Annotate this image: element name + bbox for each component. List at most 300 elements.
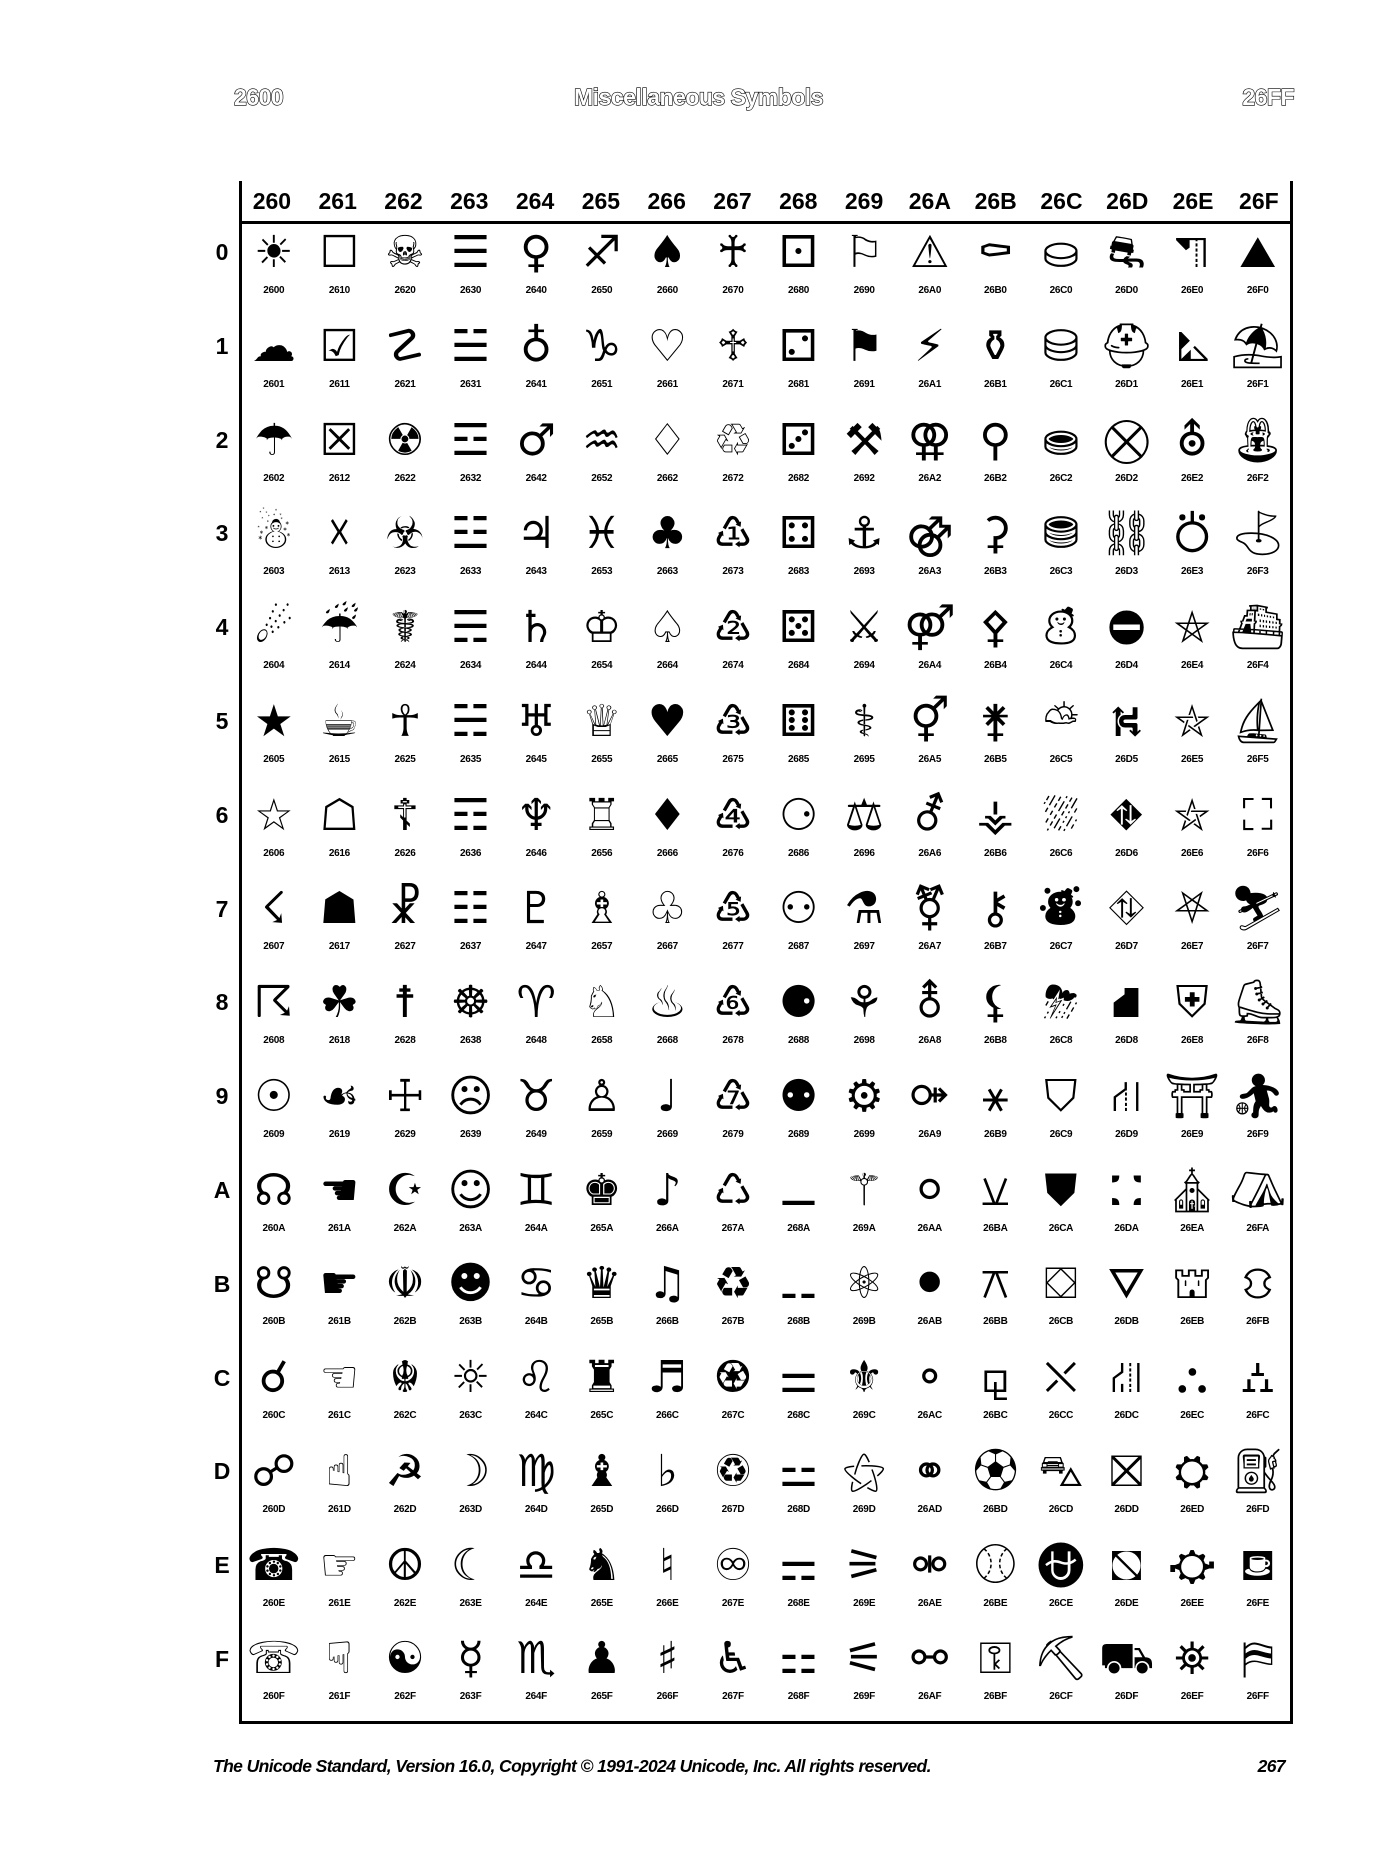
glyph-cell bbox=[1225, 224, 1291, 318]
code-point-label: 2636 bbox=[460, 847, 482, 859]
column-header: 263 bbox=[450, 188, 489, 214]
glyph-cell bbox=[635, 1443, 701, 1537]
glyph: ♑︎ bbox=[582, 320, 622, 372]
glyph-cell bbox=[503, 1349, 569, 1443]
glyph: ☾︎ bbox=[450, 1539, 491, 1591]
code-point-label: 26FD bbox=[1246, 1503, 1270, 1515]
glyph: ☂︎ bbox=[254, 414, 294, 466]
code-point-label: 2607 bbox=[263, 941, 285, 953]
glyph: ⛯︎ bbox=[1174, 1633, 1210, 1685]
glyph-cell bbox=[1159, 1537, 1225, 1631]
glyph-cell bbox=[307, 1255, 373, 1349]
glyph-cell bbox=[700, 1630, 766, 1724]
code-point-label: 267A bbox=[721, 1222, 745, 1234]
code-point-label: 26AA bbox=[917, 1222, 942, 1234]
column-header: 26C bbox=[1040, 188, 1083, 214]
glyph: ⛟︎ bbox=[1098, 1633, 1155, 1685]
glyph: ⚘︎ bbox=[844, 977, 884, 1028]
glyph: ⚐︎ bbox=[844, 227, 884, 278]
glyph-cell bbox=[1159, 318, 1225, 412]
glyph-cell bbox=[897, 880, 963, 974]
glyph-cell bbox=[307, 412, 373, 506]
code-point-label: 267E bbox=[721, 1597, 745, 1609]
glyph: ☁︎ bbox=[251, 320, 296, 372]
code-point-label: 26C2 bbox=[1049, 472, 1073, 484]
code-point-label: 260E bbox=[262, 1597, 285, 1609]
glyph-cell bbox=[1225, 1349, 1291, 1443]
glyph: ♠︎ bbox=[647, 227, 688, 278]
glyph: ⛼︎ bbox=[1240, 1352, 1275, 1403]
glyph-cell bbox=[635, 693, 701, 787]
glyph-cell bbox=[1159, 1162, 1225, 1256]
glyph-cell bbox=[1094, 599, 1160, 693]
glyph: ⛛︎ bbox=[1108, 1258, 1145, 1310]
code-point-label: 266B bbox=[656, 1316, 679, 1328]
glyph-cell bbox=[1159, 224, 1225, 318]
code-point-label: 26DC bbox=[1114, 1410, 1139, 1421]
glyph-cell bbox=[241, 1349, 307, 1443]
glyph: ☊︎ bbox=[254, 1164, 294, 1216]
code-point-label: 2678 bbox=[722, 1035, 744, 1046]
code-point-label: 26C6 bbox=[1049, 847, 1073, 859]
code-point-label: 2659 bbox=[591, 1128, 613, 1140]
glyph: ⚩︎ bbox=[911, 1070, 949, 1122]
glyph: ☏︎ bbox=[246, 1633, 302, 1685]
code-point-label: 264D bbox=[524, 1503, 548, 1515]
code-point-label: 260C bbox=[262, 1410, 286, 1421]
glyph-cell bbox=[1159, 1255, 1225, 1349]
glyph: ♚︎ bbox=[582, 1164, 622, 1216]
glyph: ⛚︎ bbox=[1110, 1164, 1143, 1216]
glyph: ♟︎ bbox=[582, 1633, 622, 1685]
glyph: ⚯︎ bbox=[911, 1633, 949, 1685]
glyph-cell bbox=[438, 505, 504, 599]
glyph: ♝︎ bbox=[582, 1445, 622, 1497]
code-point-label: 2690 bbox=[853, 285, 875, 296]
row-label: F bbox=[214, 1645, 230, 1672]
glyph: ⛸︎ bbox=[1229, 977, 1286, 1028]
glyph-cell bbox=[1094, 880, 1160, 974]
glyph: ⛢︎ bbox=[1175, 414, 1209, 466]
glyph: ☝︎ bbox=[325, 1445, 353, 1497]
glyph-cell bbox=[897, 1255, 963, 1349]
column-header: 269 bbox=[844, 188, 884, 214]
code-point-label: 2627 bbox=[394, 941, 416, 953]
glyph-cell bbox=[438, 412, 504, 506]
glyph: ⚊︎ bbox=[778, 1164, 819, 1216]
glyph-cell bbox=[831, 224, 897, 318]
glyph-cell bbox=[700, 1162, 766, 1256]
glyph-cell bbox=[372, 787, 438, 881]
glyph-cell bbox=[831, 505, 897, 599]
code-point-label: 26B0 bbox=[983, 285, 1007, 296]
glyph: ♍︎ bbox=[516, 1445, 556, 1497]
code-point-label: 26B8 bbox=[983, 1035, 1007, 1046]
glyph-cell bbox=[241, 1630, 307, 1724]
glyph-cell bbox=[307, 1630, 373, 1724]
glyph: ⛗︎ bbox=[1108, 883, 1145, 935]
glyph-cell bbox=[1225, 1630, 1291, 1724]
glyph-cell bbox=[569, 412, 635, 506]
code-point-label: 2612 bbox=[328, 472, 350, 484]
code-point-label: 2631 bbox=[460, 378, 482, 390]
glyph: ⛩︎ bbox=[1164, 1070, 1221, 1122]
code-point-label: 2685 bbox=[788, 753, 810, 765]
glyph-cell bbox=[438, 599, 504, 693]
glyph-cell bbox=[1094, 318, 1160, 412]
code-point-label: 26A5 bbox=[918, 753, 942, 765]
glyph: ♃︎ bbox=[516, 508, 556, 560]
glyph: ☌︎ bbox=[259, 1352, 289, 1403]
glyph-cell bbox=[438, 693, 504, 787]
glyph: ⚼︎ bbox=[980, 1352, 1011, 1403]
glyph-cell bbox=[241, 693, 307, 787]
glyph: ☖︎ bbox=[319, 789, 360, 841]
glyph: ⛷︎ bbox=[1229, 883, 1286, 935]
glyph-cell bbox=[438, 974, 504, 1068]
glyph: ♺︎ bbox=[713, 1164, 753, 1216]
code-point-label: 260D bbox=[262, 1503, 286, 1515]
code-point-label: 26A9 bbox=[918, 1128, 942, 1140]
glyph-cell bbox=[372, 224, 438, 318]
glyph: ⛴︎ bbox=[1229, 602, 1286, 653]
glyph-cell bbox=[569, 224, 635, 318]
code-point-label: 26AC bbox=[917, 1410, 942, 1421]
code-point-label: 2699 bbox=[853, 1128, 875, 1140]
glyph-cell bbox=[372, 505, 438, 599]
glyph-cell bbox=[897, 412, 963, 506]
glyph-cell bbox=[1225, 1068, 1291, 1162]
glyph: ♮︎ bbox=[659, 1539, 676, 1591]
glyph-cell bbox=[700, 1068, 766, 1162]
glyph-cell bbox=[307, 693, 373, 787]
code-point-label: 260A bbox=[262, 1222, 286, 1234]
code-point-label: 2681 bbox=[788, 378, 810, 390]
code-point-label: 2672 bbox=[722, 472, 744, 484]
code-point-label: 263C bbox=[459, 1410, 482, 1421]
glyph-cell bbox=[963, 880, 1029, 974]
glyph: ☃︎ bbox=[254, 508, 294, 560]
code-point-label: 2664 bbox=[656, 660, 678, 671]
code-point-label: 2695 bbox=[853, 753, 875, 765]
glyph-cell bbox=[241, 1255, 307, 1349]
glyph: ⚨︎ bbox=[911, 977, 949, 1028]
glyph: ♷︎ bbox=[713, 883, 753, 935]
glyph-cell bbox=[569, 1630, 635, 1724]
code-point-label: 2697 bbox=[853, 941, 875, 953]
code-point-label: 26A3 bbox=[918, 566, 942, 578]
glyph-cell bbox=[963, 318, 1029, 412]
glyph: ⛜︎ bbox=[1109, 1352, 1144, 1403]
code-point-label: 2623 bbox=[394, 566, 416, 578]
glyph: ⛭︎ bbox=[1174, 1445, 1210, 1497]
glyph-cell bbox=[372, 318, 438, 412]
code-point-label: 26AD bbox=[917, 1503, 942, 1515]
code-point-label: 2647 bbox=[525, 941, 547, 953]
glyph: ⛳︎ bbox=[1229, 508, 1286, 560]
code-point-label: 267D bbox=[721, 1503, 745, 1515]
glyph: ⚎︎ bbox=[778, 1539, 819, 1591]
glyph: ☟︎ bbox=[325, 1633, 353, 1685]
glyph-cell bbox=[372, 1537, 438, 1631]
glyph-cell bbox=[307, 1537, 373, 1631]
code-point-label: 26C5 bbox=[1049, 753, 1073, 765]
code-point-label: 26D9 bbox=[1115, 1128, 1138, 1140]
glyph: ⚋︎ bbox=[778, 1258, 819, 1310]
code-point-label: 2600 bbox=[263, 285, 285, 296]
row-label: E bbox=[214, 1552, 230, 1579]
glyph-cell bbox=[1159, 693, 1225, 787]
glyph: ⚦︎ bbox=[911, 789, 949, 841]
glyph-cell bbox=[307, 318, 373, 412]
glyph: ⚤︎ bbox=[903, 602, 956, 653]
code-point-label: 2603 bbox=[263, 566, 285, 578]
glyph: ⚳︎ bbox=[979, 508, 1012, 560]
glyph-cell bbox=[1225, 787, 1291, 881]
glyph: ⛉︎ bbox=[1044, 1070, 1078, 1122]
row-label: C bbox=[213, 1364, 231, 1391]
code-point-label: 263D bbox=[459, 1503, 482, 1515]
glyph: ☍︎ bbox=[251, 1445, 297, 1497]
row-label: B bbox=[213, 1270, 231, 1297]
glyph-cell bbox=[963, 1349, 1029, 1443]
glyph-cell bbox=[1094, 1255, 1160, 1349]
code-point-label: 2605 bbox=[263, 753, 285, 765]
glyph-cell bbox=[635, 318, 701, 412]
glyph: ♋︎ bbox=[516, 1258, 556, 1310]
code-point-label: 26EA bbox=[1180, 1222, 1205, 1234]
code-point-label: 265B bbox=[590, 1316, 614, 1328]
glyph-cell bbox=[1225, 974, 1291, 1068]
glyph: ♬︎ bbox=[647, 1352, 688, 1403]
glyph-cell bbox=[1225, 880, 1291, 974]
glyph-cell bbox=[1159, 880, 1225, 974]
code-point-label: 26FC bbox=[1246, 1410, 1270, 1421]
code-point-label: 269A bbox=[852, 1222, 876, 1234]
code-point-label: 268D bbox=[787, 1503, 810, 1515]
glyph: ☧︎ bbox=[387, 883, 423, 935]
code-point-label: 2670 bbox=[722, 285, 744, 296]
glyph: ♀︎ bbox=[520, 227, 553, 278]
code-point-label: 2679 bbox=[722, 1128, 744, 1140]
glyph: ♸︎ bbox=[713, 977, 753, 1028]
code-point-label: 26F1 bbox=[1246, 378, 1269, 390]
glyph: ☳︎ bbox=[450, 508, 491, 560]
code-point-label: 26D8 bbox=[1115, 1035, 1138, 1046]
code-point-label: 26F6 bbox=[1246, 847, 1269, 859]
code-point-label: 26BD bbox=[983, 1503, 1008, 1515]
code-point-label: 26DA bbox=[1114, 1222, 1139, 1234]
code-point-label: 26E6 bbox=[1181, 847, 1204, 859]
code-point-label: 2615 bbox=[328, 753, 350, 765]
code-point-label: 2648 bbox=[525, 1035, 547, 1046]
glyph: ☣︎ bbox=[385, 508, 425, 560]
glyph-cell bbox=[372, 880, 438, 974]
glyph: ⚔︎ bbox=[844, 602, 884, 653]
glyph-cell bbox=[1159, 1630, 1225, 1724]
glyph: ♻︎ bbox=[713, 1258, 753, 1310]
code-point-label: 2657 bbox=[591, 941, 613, 953]
glyph: ⛡︎ bbox=[1175, 320, 1209, 372]
code-point-label: 2683 bbox=[788, 566, 810, 578]
code-point-label: 26A2 bbox=[918, 472, 942, 484]
glyph-cell bbox=[700, 1443, 766, 1537]
glyph: ⚕︎ bbox=[852, 695, 877, 747]
glyph: ⚃︎ bbox=[779, 508, 818, 560]
glyph-cell bbox=[963, 1255, 1029, 1349]
glyph-cell bbox=[831, 974, 897, 1068]
glyph: ♳︎ bbox=[713, 508, 753, 560]
code-point-label: 2624 bbox=[394, 660, 416, 671]
code-point-label: 262D bbox=[393, 1503, 417, 1515]
glyph-cell bbox=[241, 1068, 307, 1162]
code-point-label: 26B6 bbox=[983, 847, 1007, 859]
glyph: ♕︎ bbox=[582, 695, 622, 747]
glyph-cell bbox=[241, 974, 307, 1068]
code-point-label: 268E bbox=[787, 1597, 810, 1609]
glyph-cell bbox=[241, 1162, 307, 1256]
glyph: ⚌︎ bbox=[778, 1352, 819, 1403]
code-point-label: 269D bbox=[852, 1503, 876, 1515]
glyph-cell bbox=[569, 693, 635, 787]
range-start: 2600 bbox=[234, 84, 284, 110]
glyph-cell bbox=[503, 224, 569, 318]
glyph: ⚁︎ bbox=[779, 320, 818, 372]
glyph: ⛱︎ bbox=[1229, 320, 1286, 372]
glyph: ⚖︎ bbox=[844, 789, 884, 841]
glyph-cell bbox=[700, 1255, 766, 1349]
code-point-label: 2622 bbox=[394, 472, 416, 484]
glyph: ⛏︎ bbox=[1032, 1633, 1089, 1685]
code-point-label: 2604 bbox=[263, 660, 285, 671]
glyph: ☰︎ bbox=[450, 227, 491, 278]
glyph: ☗︎ bbox=[319, 883, 360, 935]
code-point-label: 265E bbox=[590, 1597, 613, 1609]
code-point-label: 26E7 bbox=[1181, 941, 1204, 953]
glyph-cell bbox=[1159, 505, 1225, 599]
glyph: ☵︎ bbox=[450, 695, 491, 747]
glyph-cell bbox=[1094, 412, 1160, 506]
glyph: ☡︎ bbox=[385, 320, 425, 372]
code-point-label: 2668 bbox=[656, 1035, 678, 1046]
glyph-cell bbox=[963, 693, 1029, 787]
glyph: ☞︎ bbox=[319, 1539, 360, 1591]
glyph-cell bbox=[766, 1068, 832, 1162]
code-point-label: 2611 bbox=[329, 378, 350, 390]
glyph: ♊︎ bbox=[516, 1164, 556, 1216]
glyph: ⛧︎ bbox=[1174, 883, 1210, 935]
glyph-cell bbox=[766, 1349, 832, 1443]
glyph: ⚵︎ bbox=[979, 695, 1012, 747]
glyph-cell bbox=[1225, 599, 1291, 693]
glyph-cell bbox=[569, 505, 635, 599]
code-point-label: 260B bbox=[262, 1316, 286, 1328]
code-point-label: 26F8 bbox=[1246, 1035, 1269, 1046]
glyph-cell bbox=[897, 1443, 963, 1537]
code-point-label: 26B4 bbox=[983, 660, 1007, 671]
code-point-label: 265A bbox=[590, 1222, 614, 1234]
glyph: ☶︎ bbox=[450, 789, 491, 841]
glyph: ♐︎ bbox=[582, 227, 622, 278]
glyph: ⚇︎ bbox=[778, 883, 819, 935]
glyph: ⚥︎ bbox=[909, 695, 950, 747]
code-point-label: 2601 bbox=[263, 378, 285, 390]
glyph-cell bbox=[766, 1255, 832, 1349]
glyph: ♱︎ bbox=[716, 320, 750, 372]
code-point-label: 26D0 bbox=[1115, 285, 1138, 296]
code-point-label: 2629 bbox=[394, 1128, 416, 1140]
glyph-cell bbox=[897, 1630, 963, 1724]
glyph: ☠︎ bbox=[385, 227, 425, 278]
glyph-cell bbox=[438, 1443, 504, 1537]
glyph-cell bbox=[569, 974, 635, 1068]
glyph-grid bbox=[241, 224, 1291, 1724]
code-point-label: 263E bbox=[459, 1597, 482, 1609]
glyph-cell bbox=[372, 1068, 438, 1162]
code-point-label: 26F9 bbox=[1246, 1128, 1269, 1140]
glyph: ☦︎ bbox=[390, 789, 420, 841]
glyph: ⚽︎ bbox=[973, 1445, 1018, 1497]
glyph-cell bbox=[241, 505, 307, 599]
glyph-cell bbox=[700, 599, 766, 693]
code-point-label: 2651 bbox=[591, 378, 613, 390]
code-point-label: 2643 bbox=[525, 566, 547, 578]
glyph-cell bbox=[1094, 693, 1160, 787]
code-point-label: 261D bbox=[328, 1503, 351, 1515]
code-point-label: 26F5 bbox=[1246, 753, 1269, 765]
code-point-label: 2662 bbox=[656, 472, 678, 484]
glyph: ⚄︎ bbox=[779, 602, 818, 653]
column-header: 268 bbox=[779, 188, 818, 214]
glyph: ⛿︎ bbox=[1241, 1633, 1274, 1685]
glyph: ⚫︎ bbox=[911, 1258, 949, 1310]
code-point-label: 2665 bbox=[656, 753, 678, 765]
glyph: ⛊︎ bbox=[1044, 1164, 1078, 1216]
glyph-cell bbox=[307, 224, 373, 318]
glyph: ⚀︎ bbox=[779, 227, 818, 278]
glyph: ☪︎ bbox=[385, 1164, 425, 1216]
code-point-label: 268A bbox=[787, 1222, 810, 1234]
glyph: ⛐︎ bbox=[1107, 227, 1146, 278]
glyph-cell bbox=[438, 318, 504, 412]
code-point-label: 26BC bbox=[983, 1410, 1008, 1421]
glyph: ⚗︎ bbox=[844, 883, 884, 935]
code-point-label: 26B1 bbox=[983, 378, 1007, 390]
glyph: ⛣︎ bbox=[1170, 508, 1215, 560]
glyph-cell bbox=[503, 1537, 569, 1631]
code-point-label: 2696 bbox=[853, 847, 875, 859]
glyph: ⚍︎ bbox=[778, 1445, 819, 1497]
code-point-label: 2654 bbox=[591, 660, 613, 671]
glyph-cell bbox=[635, 1068, 701, 1162]
glyph-cell bbox=[569, 1255, 635, 1349]
code-point-label: 268C bbox=[787, 1410, 810, 1421]
glyph: ⛆︎ bbox=[1043, 789, 1079, 841]
code-point-label: 2652 bbox=[591, 472, 613, 484]
glyph: ⚞︎ bbox=[844, 1539, 884, 1591]
glyph: ⛺︎ bbox=[1229, 1164, 1286, 1216]
glyph-cell bbox=[700, 505, 766, 599]
code-point-label: 269B bbox=[852, 1316, 876, 1328]
glyph: ⚸︎ bbox=[979, 977, 1012, 1028]
glyph-cell bbox=[897, 1162, 963, 1256]
code-point-label: 2609 bbox=[263, 1128, 285, 1140]
glyph: ⛖︎ bbox=[1108, 789, 1145, 841]
glyph: ♈︎ bbox=[516, 977, 556, 1028]
code-point-label: 26EE bbox=[1180, 1597, 1204, 1609]
code-point-label: 2663 bbox=[656, 566, 678, 578]
glyph-cell bbox=[635, 1162, 701, 1256]
